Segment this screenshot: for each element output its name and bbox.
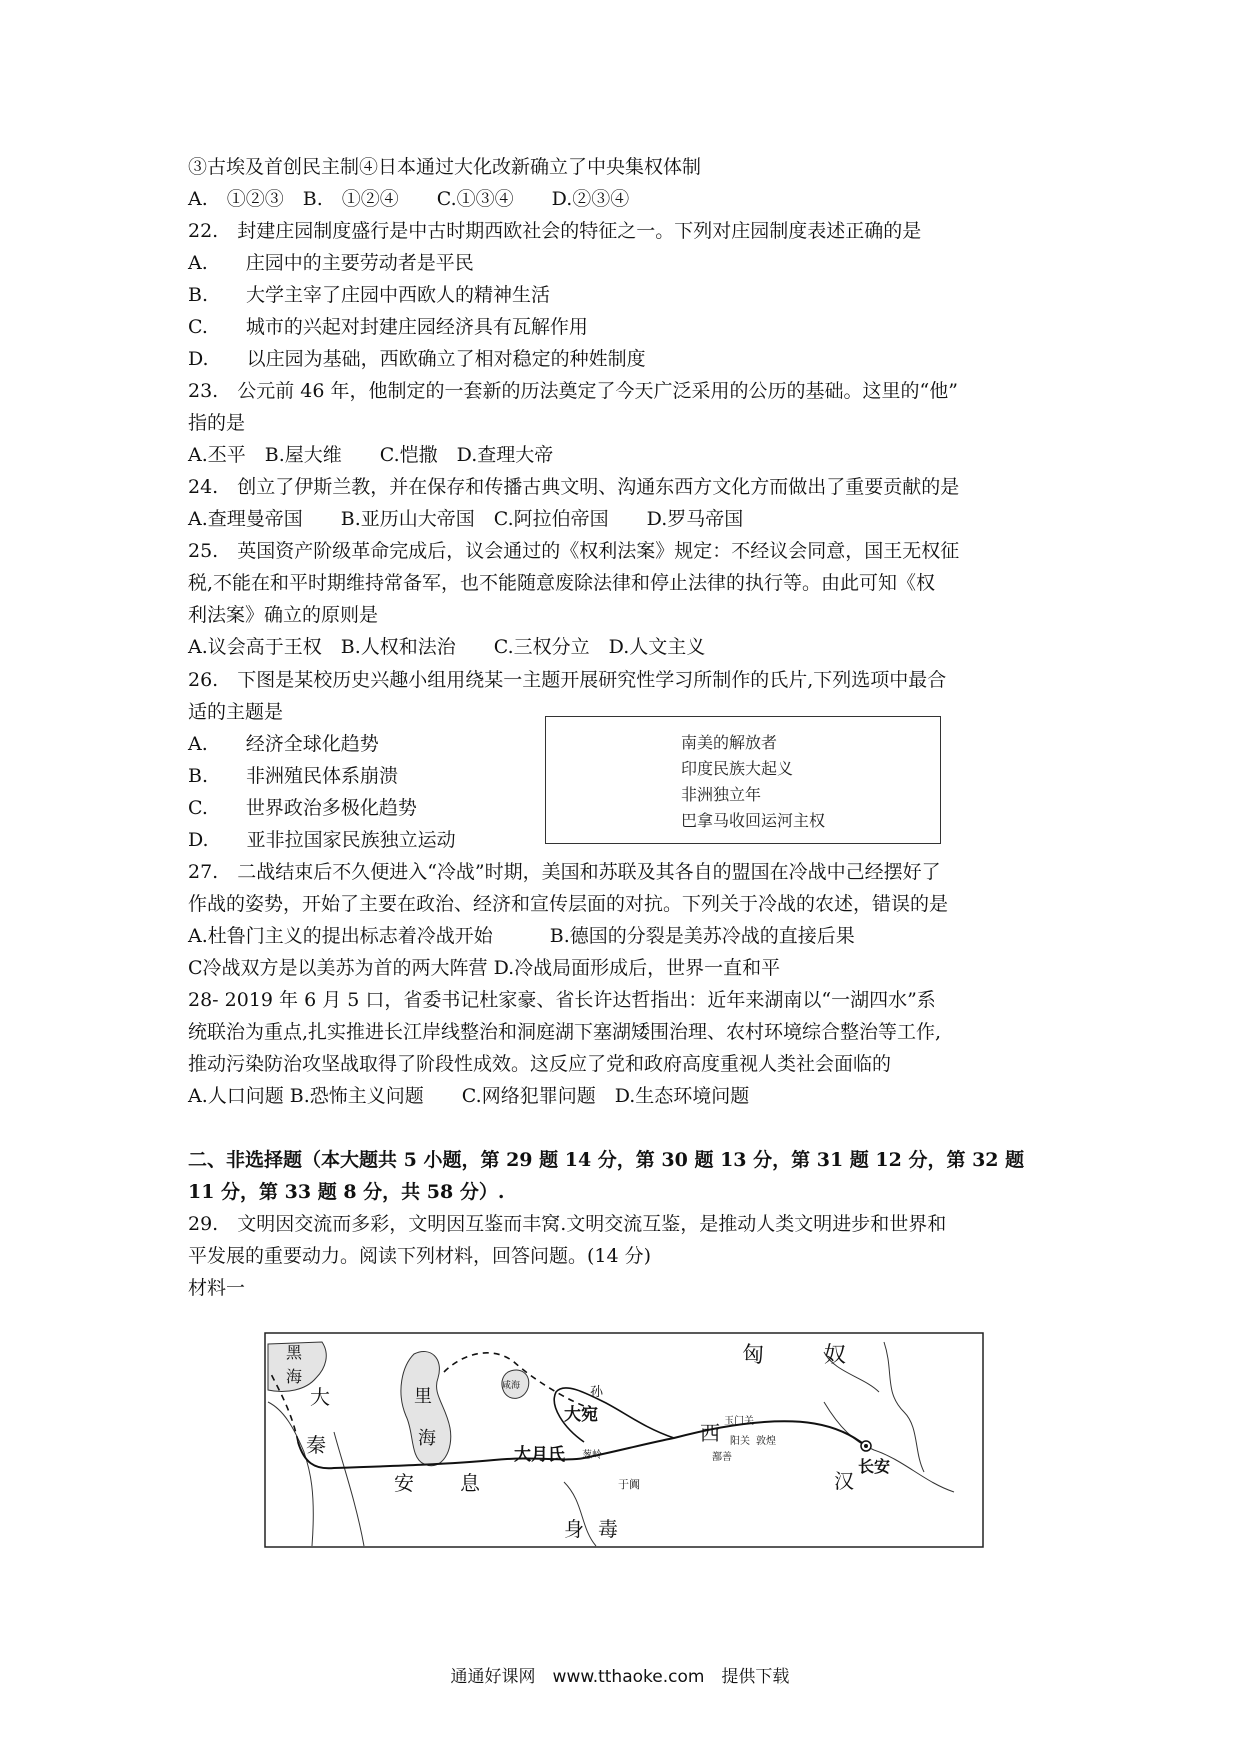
map-label: 大	[310, 1385, 330, 1409]
map-label: 西	[700, 1421, 720, 1445]
q28-stem-line1: 28- 2019 年 6 月 5 口，省委书记杜家豪、省长许达哲指出：近年来湖南以“一湖四水”系	[188, 989, 936, 1011]
q23-stem-line1: 23. 公元前 46 年，他制定的一套新的历法奠定了今天广泛采用的公历的基础。这里的“他”	[188, 380, 958, 402]
section2-heading-line2: 11 分，第 33 题 8 分，共 58 分）.	[188, 1181, 505, 1203]
q23-stem-line2: 指的是	[188, 412, 246, 434]
map-label: 安	[394, 1471, 414, 1495]
map-label: 大宛	[564, 1405, 598, 1425]
map-label: 玉门关	[724, 1416, 754, 1427]
map-label: 葱岭	[582, 1450, 602, 1461]
map-label: 海	[418, 1428, 436, 1449]
map-label: 咸海	[502, 1381, 521, 1391]
map-label: 黑	[286, 1343, 303, 1362]
map-label: 匈	[742, 1343, 765, 1368]
q24-stem: 24. 创立了伊斯兰教，并在保存和传播古典文明、沟通东西方文化方而做出了重要贡献的是	[188, 476, 960, 498]
silk-road-map	[264, 1332, 984, 1548]
q25-options: A.议会高于王权 B.人权和法治 C.三权分立 D.人文主义	[188, 636, 706, 658]
q22-option-a: A. 庄园中的主要劳动者是平民	[188, 252, 474, 274]
q26-option-d: D. 亚非拉国家民族独立运动	[188, 829, 456, 851]
map-label: 孙	[590, 1385, 604, 1400]
q26-card	[545, 716, 941, 844]
q24-options: A.查理曼帝国 B.亚历山大帝国 C.阿拉伯帝国 D.罗马帝国	[188, 508, 744, 530]
map-label: 大月氏	[514, 1445, 565, 1465]
q26-option-a: A. 经济全球化趋势	[188, 733, 379, 755]
map-label: 息	[460, 1471, 480, 1495]
q26-option-b: B. 非洲殖民体系崩溃	[188, 765, 399, 787]
q26-stem-line2: 适的主题是	[188, 701, 284, 723]
map-label: 敦煌	[756, 1436, 776, 1447]
q27-stem-line2: 作战的姿势，开始了主要在政治、经济和宣传层面的对抗。下列关于冷战的农述，错误的是	[188, 893, 949, 915]
card-item: 非洲独立年	[681, 785, 762, 804]
q23-options: A.丕平 B.屋大维 C.恺撒 D.查理大帝	[188, 444, 554, 466]
q26-option-c: C. 世界政治多极化趋势	[188, 797, 417, 819]
q27-stem-line1: 27. 二战结束后不久便进入“冷战”时期，美国和苏联及其各自的盟国在冷战中己经摆好了	[188, 861, 941, 883]
map-label: 阳关	[730, 1436, 750, 1447]
q28-stem-line3: 推动污染防治攻坚战取得了阶段性成效。这反应了党和政府高度重视人类社会面临的	[188, 1053, 892, 1075]
map-label: 海	[286, 1367, 303, 1386]
q22-option-b: B. 大学主宰了庄园中西欧人的精神生活	[188, 284, 551, 306]
map-label: 秦	[306, 1433, 326, 1457]
q29-stem-line1: 29. 文明因交流而多彩，文明因互鉴而丰窝.文明交流互鉴，是推动人类文明进步和世界和	[188, 1213, 947, 1235]
q25-stem-line2: 税,不能在和平时期维持常备军，也不能随意废除法律和停止法律的执行等。由此可知《权	[188, 572, 936, 594]
q21-tail-line: ③古埃及首创民主制④日本通过大化改新确立了中央集权体制	[188, 156, 702, 178]
card-item: 南美的解放者	[681, 733, 778, 752]
map-label: 里	[414, 1386, 432, 1407]
q28-stem-line2: 统联治为重点,扎实推进长江岸线整治和洞庭湖下塞湖矮围治理、农村环境综合整治等工作,	[188, 1021, 942, 1043]
map-label: 奴	[824, 1343, 847, 1368]
map-label: 长安	[858, 1457, 891, 1476]
map-label: 鄯善	[712, 1452, 732, 1463]
q22-stem: 22. 封建庄园制度盛行是中古时期西欧社会的特征之一。下列对庄园制度表述正确的是	[188, 220, 922, 242]
q22-option-d: D. 以庄园为基础，西欧确立了相对稳定的种姓制度	[188, 348, 646, 370]
q21-options: A. ①②③ B. ①②④ C.①③④ D.②③④	[188, 188, 630, 210]
map-label: 于阗	[618, 1478, 640, 1491]
q27-options-ab: A.杜鲁门主义的提出标志着冷战开始 B.德国的分裂是美苏冷战的直接后果	[188, 925, 855, 947]
footer-text: 通通好课网 www.tthaoke.com 提供下载	[450, 1667, 790, 1687]
q25-stem-line3: 利法案》确立的原则是	[188, 604, 379, 626]
q28-options: A.人口问题 B.恐怖主义问题 C.网络犯罪问题 D.生态环境问题	[188, 1085, 750, 1107]
section2-heading-line1: 二、非选择题（本大题共 5 小题，第 29 题 14 分，第 30 题 13 分，第 31 题 12 分，第 32 题	[188, 1149, 1025, 1171]
card-item: 巴拿马收回运河主权	[681, 811, 826, 830]
q27-options-cd: C冷战双方是以美苏为首的两大阵营 D.冷战局面形成后，世界一直和平	[188, 957, 781, 979]
changan-marker-dot	[864, 1444, 868, 1448]
card-item: 印度民族大起义	[681, 759, 794, 778]
map-label: 身	[564, 1517, 584, 1541]
q29-stem-line2: 平发展的重要动力。阅读下列材料，回答问题。(14 分)	[188, 1245, 652, 1267]
q26-stem-line1: 26. 下图是某校历史兴趣小组用绕某一主题开展研究性学习所制作的氏片,下列选项中最合	[188, 669, 947, 691]
q22-option-c: C. 城市的兴起对封建庄园经济具有瓦解作用	[188, 316, 588, 338]
q25-stem-line1: 25. 英国资产阶级革命完成后，议会通过的《权利法案》规定：不经议会同意，国王无权征	[188, 540, 960, 562]
map-label: 汉	[834, 1469, 854, 1493]
q29-material-label: 材料一	[188, 1277, 246, 1299]
map-label: 毒	[598, 1517, 618, 1541]
map-frame	[265, 1333, 983, 1547]
